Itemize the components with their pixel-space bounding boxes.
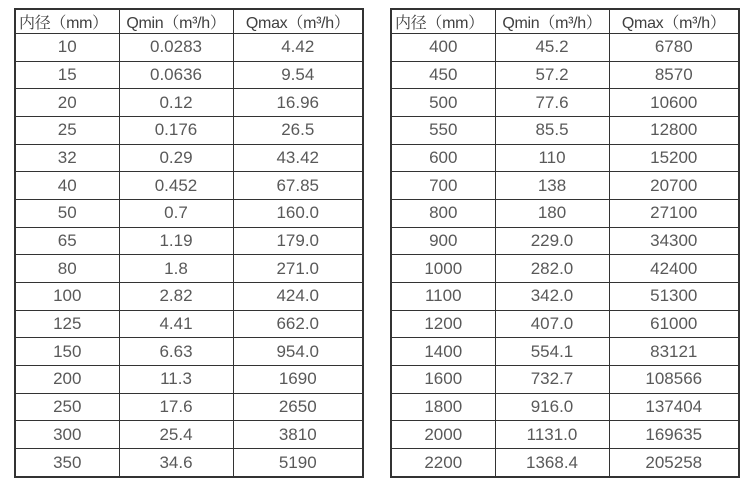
table-row	[15, 34, 363, 62]
table-cell: 9.54	[233, 61, 363, 89]
table-cell: 407.0	[495, 310, 609, 338]
table-row	[391, 227, 739, 255]
table-cell: 179.0	[233, 227, 363, 255]
flow-table-small-diameters	[14, 8, 364, 478]
table-row	[15, 200, 363, 228]
table-row	[391, 144, 739, 172]
table-cell: 424.0	[233, 283, 363, 311]
table-cell: 1368.4	[495, 449, 609, 477]
table-cell: 342.0	[495, 283, 609, 311]
table-row	[15, 366, 363, 394]
table-cell: 250	[15, 393, 119, 421]
table-cell: 27100	[609, 200, 739, 228]
table-row	[15, 449, 363, 477]
header-row	[391, 9, 739, 34]
column-header-inner-diameter: 内径（mm）	[15, 9, 119, 34]
table-cell: 43.42	[233, 144, 363, 172]
table-cell: 160.0	[233, 200, 363, 228]
table-row	[15, 61, 363, 89]
table-cell: 2.82	[119, 283, 233, 311]
table-cell: 100	[15, 283, 119, 311]
table-row	[391, 283, 739, 311]
table-row	[391, 61, 739, 89]
table-cell: 0.0283	[119, 34, 233, 62]
table-cell: 137404	[609, 393, 739, 421]
table-row	[15, 172, 363, 200]
table-cell: 5190	[233, 449, 363, 477]
table-cell: 0.7	[119, 200, 233, 228]
table-cell: 800	[391, 200, 495, 228]
table-cell: 50	[15, 200, 119, 228]
flow-table-large-diameters	[390, 8, 740, 478]
table-cell: 271.0	[233, 255, 363, 283]
tables-container	[14, 8, 740, 478]
table-cell: 6.63	[119, 338, 233, 366]
table-cell: 600	[391, 144, 495, 172]
table-cell: 0.0636	[119, 61, 233, 89]
table-cell: 150	[15, 338, 119, 366]
table-row	[391, 338, 739, 366]
table-row	[15, 117, 363, 145]
table-cell: 25	[15, 117, 119, 145]
table-cell: 1800	[391, 393, 495, 421]
table-cell: 85.5	[495, 117, 609, 145]
table-cell: 34300	[609, 227, 739, 255]
table-row	[15, 393, 363, 421]
table-row	[15, 421, 363, 449]
table-row	[391, 172, 739, 200]
table-cell: 40	[15, 172, 119, 200]
table-cell: 400	[391, 34, 495, 62]
table-cell: 15	[15, 61, 119, 89]
table-cell: 138	[495, 172, 609, 200]
table-cell: 1100	[391, 283, 495, 311]
table-row	[391, 200, 739, 228]
table-cell: 1131.0	[495, 421, 609, 449]
table-cell: 169635	[609, 421, 739, 449]
table-row	[391, 310, 739, 338]
table-cell: 1000	[391, 255, 495, 283]
table-cell: 4.42	[233, 34, 363, 62]
table-row	[391, 34, 739, 62]
table-cell: 450	[391, 61, 495, 89]
table-row	[15, 144, 363, 172]
table-row	[391, 366, 739, 394]
table-body	[15, 34, 363, 478]
table-cell: 954.0	[233, 338, 363, 366]
table-cell: 2200	[391, 449, 495, 477]
table-cell: 916.0	[495, 393, 609, 421]
table-cell: 65	[15, 227, 119, 255]
table-row	[391, 449, 739, 477]
table-row	[391, 255, 739, 283]
table-cell: 32	[15, 144, 119, 172]
table-cell: 700	[391, 172, 495, 200]
table-cell: 20	[15, 89, 119, 117]
table-cell: 0.176	[119, 117, 233, 145]
table-row	[15, 89, 363, 117]
table-cell: 20700	[609, 172, 739, 200]
table-cell: 12800	[609, 117, 739, 145]
table-row	[15, 310, 363, 338]
table-cell: 1600	[391, 366, 495, 394]
table-cell: 3810	[233, 421, 363, 449]
table-cell: 180	[495, 200, 609, 228]
table-row	[391, 393, 739, 421]
table-cell: 42400	[609, 255, 739, 283]
table-cell: 200	[15, 366, 119, 394]
table-cell: 4.41	[119, 310, 233, 338]
table-cell: 554.1	[495, 338, 609, 366]
table-row	[391, 421, 739, 449]
table-cell: 51300	[609, 283, 739, 311]
table-cell: 2000	[391, 421, 495, 449]
table-cell: 67.85	[233, 172, 363, 200]
table-cell: 11.3	[119, 366, 233, 394]
table-row	[15, 283, 363, 311]
table-cell: 83121	[609, 338, 739, 366]
column-header-qmax: Qmax（m³/h）	[609, 9, 739, 34]
table-cell: 550	[391, 117, 495, 145]
table-cell: 1.8	[119, 255, 233, 283]
table-cell: 0.29	[119, 144, 233, 172]
table-cell: 110	[495, 144, 609, 172]
table-cell: 8570	[609, 61, 739, 89]
column-header-inner-diameter: 内径（mm）	[391, 9, 495, 34]
table-cell: 108566	[609, 366, 739, 394]
column-header-qmin: Qmin（m³/h）	[495, 9, 609, 34]
table-cell: 45.2	[495, 34, 609, 62]
table-cell: 662.0	[233, 310, 363, 338]
table-cell: 80	[15, 255, 119, 283]
table-cell: 61000	[609, 310, 739, 338]
table-cell: 57.2	[495, 61, 609, 89]
header-row	[15, 9, 363, 34]
table-cell: 26.5	[233, 117, 363, 145]
table-cell: 77.6	[495, 89, 609, 117]
table-cell: 1690	[233, 366, 363, 394]
table-body	[391, 34, 739, 478]
table-cell: 1200	[391, 310, 495, 338]
table-row	[391, 89, 739, 117]
table-cell: 229.0	[495, 227, 609, 255]
table-cell: 10	[15, 34, 119, 62]
table-cell: 0.452	[119, 172, 233, 200]
table-cell: 0.12	[119, 89, 233, 117]
table-cell: 282.0	[495, 255, 609, 283]
table-cell: 732.7	[495, 366, 609, 394]
table-row	[15, 255, 363, 283]
table-cell: 205258	[609, 449, 739, 477]
table-cell: 34.6	[119, 449, 233, 477]
table-cell: 125	[15, 310, 119, 338]
table-cell: 350	[15, 449, 119, 477]
table-cell: 16.96	[233, 89, 363, 117]
table-cell: 500	[391, 89, 495, 117]
table-cell: 15200	[609, 144, 739, 172]
table-cell: 17.6	[119, 393, 233, 421]
table-row	[15, 338, 363, 366]
table-cell: 10600	[609, 89, 739, 117]
table-cell: 2650	[233, 393, 363, 421]
table-cell: 900	[391, 227, 495, 255]
table-row	[391, 117, 739, 145]
table-cell: 25.4	[119, 421, 233, 449]
table-cell: 1400	[391, 338, 495, 366]
table-row	[15, 227, 363, 255]
column-header-qmax: Qmax（m³/h）	[233, 9, 363, 34]
table-cell: 6780	[609, 34, 739, 62]
table-cell: 1.19	[119, 227, 233, 255]
column-header-qmin: Qmin（m³/h）	[119, 9, 233, 34]
table-cell: 300	[15, 421, 119, 449]
